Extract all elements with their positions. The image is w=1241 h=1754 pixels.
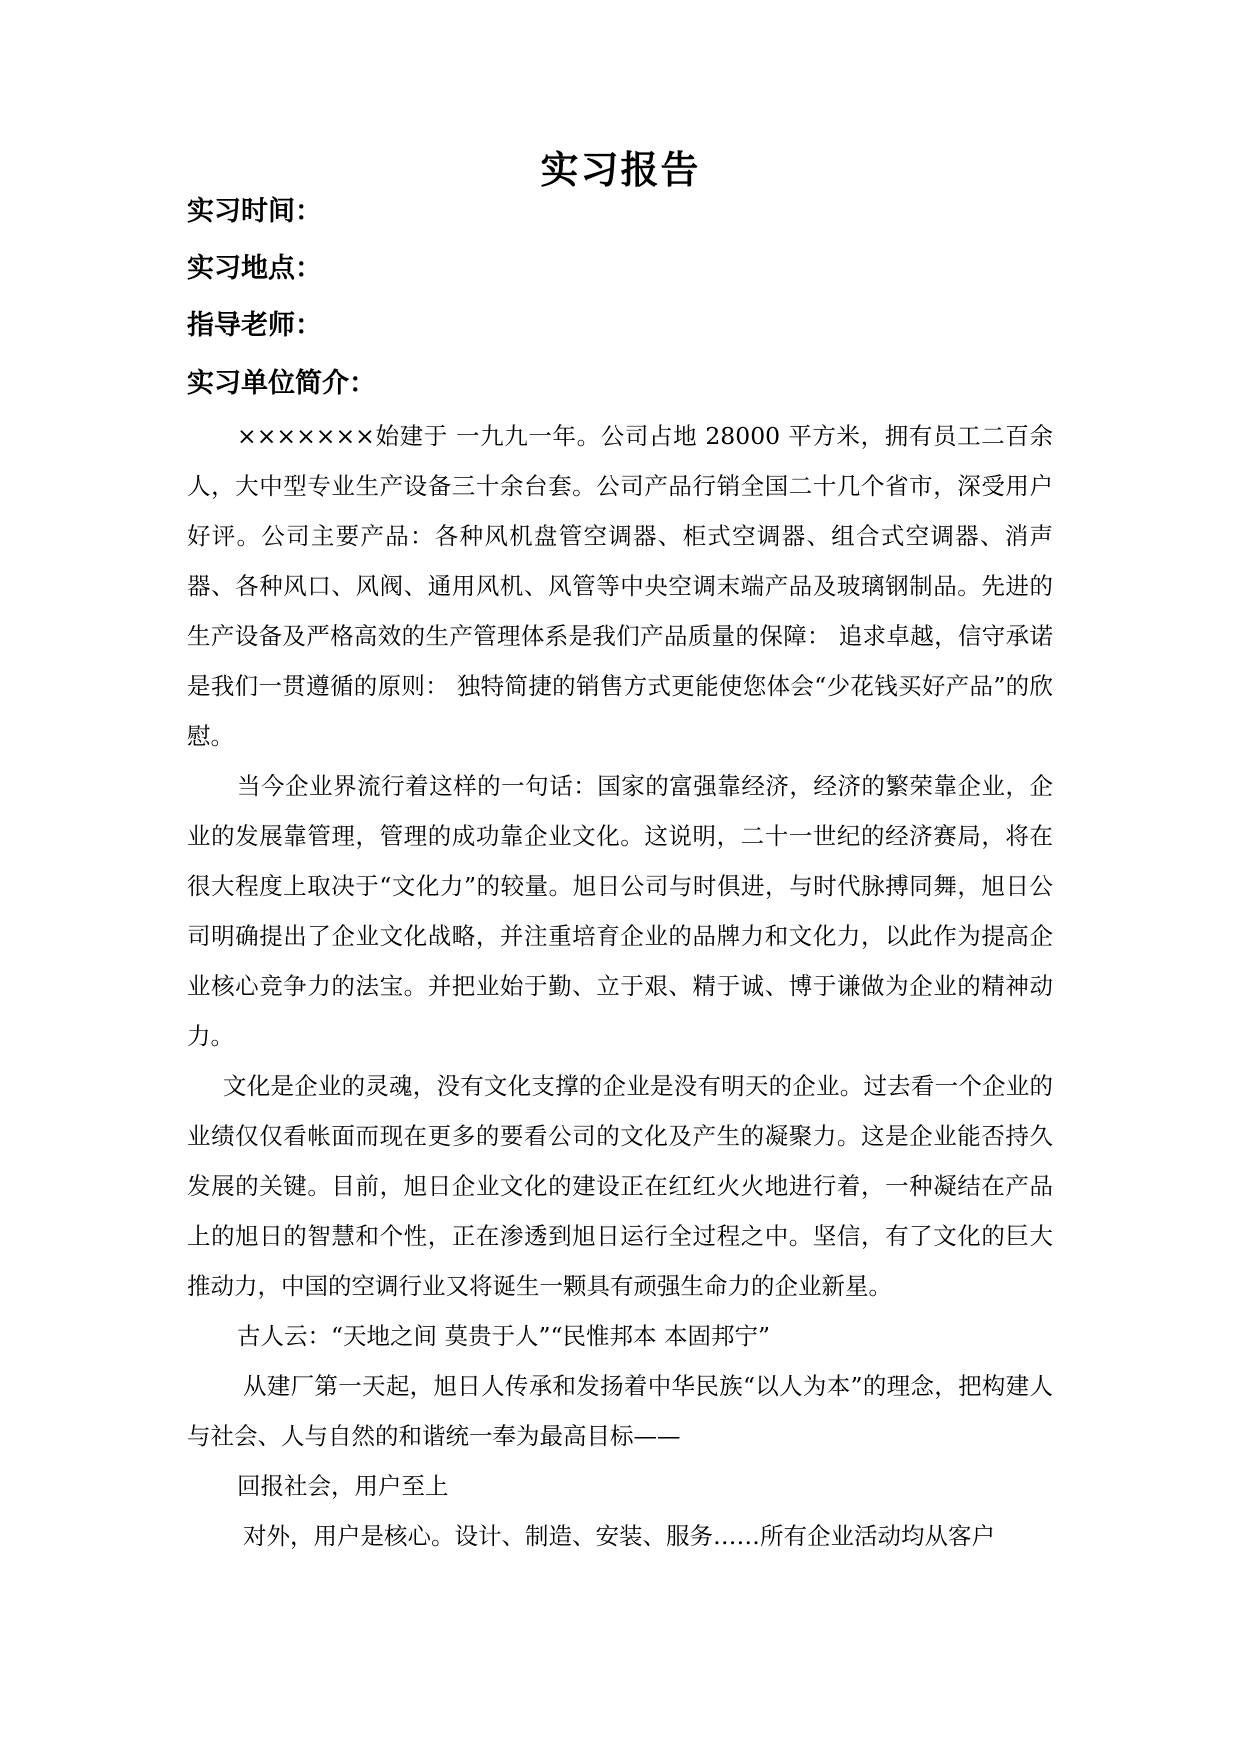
paragraph-company-overview: ×××××××始建于 一九九一年。公司占地 28000 平方米，拥有员工二百余人，大中型专业生产设备三十余台套。公司产品行销全国二十几个省市，深受用户好评。公司主要产品：各种风机盘管空调器、柜式空调器、组合式空调器、消声 器、各种风口、风阀、通用风机、风管等中央空调末端产品及玻璃钢制品。先进的生产设备及严格高效的生产管理体系是我们产品质量的保障： 追求卓越，信守承诺是我们一贯遵循的原则： 独特简捷的销售方式更能使您体会“少花钱买好产品”的欣慰。 bbox=[187, 422, 1053, 750]
paragraph-customer-core: 对外，用户是核心。设计、制造、安装、服务……所有企业活动均从客户 bbox=[243, 1522, 995, 1550]
paragraph-culture-soul: 文化是企业的灵魂，没有文化支撑的企业是没有明天的企业。过去看一个企业的业绩仅仅看帐面而现在更多的要看公司的文化及产生的凝聚力。这是企业能否持久发展的关键。目前，旭日企业文化的建设正在红红火火地进行着，一种凝结在产品上的旭日的智慧和个性，正在渗透到旭日运行全过程之中。坚信，有了文化的巨大推动力，中国的空调行业又将诞生一颗具有顽强生命力的企业新星。 bbox=[187, 1072, 1053, 1300]
company-intro-label: 实习单位简介： bbox=[187, 368, 376, 399]
paragraph-people-oriented: 从建厂第一天起，旭日人传承和发扬着中华民族“以人为本”的理念，把构建人与社会、人与自然的和谐统一奉为最高目标—— bbox=[187, 1372, 1053, 1450]
supervisor-label: 指导老师： bbox=[187, 310, 322, 341]
paragraph-enterprise-culture: 当今企业界流行着这样的一句话：国家的富强靠经济，经济的繁荣靠企业，企业的发展靠管理，管理的成功靠企业文化。这说明，二十一世纪的经济赛局，将在很大程度上取决于“文化力”的较量。旭日公司与时俱进，与时代脉搏同舞，旭日公司明确提出了企业文化战略，并注重培育企业的品牌力和文化力，以此作为提高企业核心竞争力的法宝。并把业始于勤、立于艰、精于诚、博于谦做为企业的精神动力。 bbox=[187, 772, 1053, 1050]
internship-time-label: 实习时间： bbox=[187, 196, 322, 227]
body-text bbox=[187, 411, 1053, 1561]
internship-place-label: 实习地点： bbox=[187, 253, 322, 284]
paragraph-ancient-saying: 古人云：“天地之间 莫贵于人”“民惟邦本 本固邦宁” bbox=[237, 1322, 770, 1350]
paragraph-repay-society: 回报社会，用户至上 bbox=[237, 1472, 449, 1500]
document-title: 实习报告 bbox=[540, 148, 701, 192]
